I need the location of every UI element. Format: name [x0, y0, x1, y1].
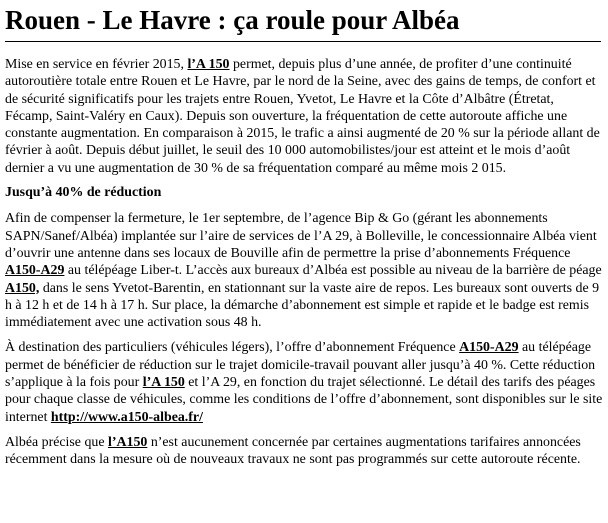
paragraph-intro-text-2: permet, depuis plus d’une année, de profiter d’une continuité autoroutière totale entre Rouen et Le Havre, par le nord de la Seine, avec des gains de temps, de confort et de sécurité significatifs pour les trajets entre Rouen, Yvetot, Le Havre et la Côte d’Albâtre (Étretat, Fécamp, Saint-Valéry en Caux). Depuis son ouverture, la fréquentation de cette autoroute affiche une constante augmentation. En comparaison à 2015, le trafic a ainsi augmenté de 20 % sur la période allant de février à août. Depuis début juillet, le seuil des 10 000 automobilistes/jour est atteint et le mois d’août dernier a vu une augmentation de 30 % de sa fréquentation comparé au même mois 2 015. [5, 57, 600, 176]
paragraph-agency [5, 210, 603, 331]
article [5, 0, 603, 469]
paragraph-intro-text-1: Mise en service en février 2015, [5, 57, 188, 72]
link-website[interactable]: http://www.a150-albea.fr/ [50, 409, 203, 425]
paragraph-offer-text-3: et l’A 29, en fonction du trajet sélectionné. Le détail des tarifs des péages pour chaque classe de véhicules, comme les conditions de l’offre d’abonnement, sont disponibles sur le site internet [5, 375, 603, 425]
paragraph-agency-text-2: au télépéage Liber-t. L’accès aux bureaux d’Albéa est possible au niveau de la barrière de péage [64, 263, 602, 279]
paragraph-agency-text-1: Afin de compenser la fermeture, le 1er septembre, de l’agence Bip & Go (gérant les abonnements SAPN/Sanef/Albéa) implantée sur l’aire de services de l’A 29, à Bolleville, le concessionnaire Albéa vient d’ouvrir une antenne dans ses locaux de Bouville afin de permettre la prise d’abonnements Fréquence [5, 211, 597, 261]
paragraph-offer [5, 339, 603, 425]
paragraph-pricing-text-2: n’est aucunement concernée par certaines augmentations tarifaires annoncées récemment dans la mesure où de nouveaux travaux ne sont pas programmés sur cette autoroute récente. [5, 434, 581, 468]
paragraph-intro [5, 56, 603, 177]
link-a150-toll[interactable]: A150, [5, 280, 40, 296]
paragraph-pricing [5, 434, 603, 469]
link-a150-a29-subscription[interactable]: A150-A29 [5, 263, 65, 279]
link-a150-a29-offer[interactable]: A150-A29 [459, 340, 519, 356]
paragraph-offer-text-2: au télépéage permet de bénéficier de réduction sur le trajet domicile-travail pouvant aller jusqu’à 40 %. Cette réduction s’applique à la fois pour [5, 340, 596, 391]
link-a150-intro[interactable]: l’A 150 [187, 57, 230, 72]
article-title: Rouen - Le Havre : ça roule pour Albéa [5, 5, 460, 35]
paragraph-pricing-text-1: Albéa précise que [5, 434, 108, 450]
title-divider [5, 41, 601, 42]
paragraph-offer-text-1: À destination des particuliers (véhicules légers), l’offre d’abonnement Fréquence [5, 340, 460, 356]
section-heading: Jusqu’à 40% de réduction [5, 185, 162, 201]
link-a150-reduction[interactable]: l’A 150 [142, 375, 185, 391]
paragraph-agency-text-3: dans le sens Yvetot-Barentin, en stationnant sur la vaste aire de repos. Les bureaux sont ouverts de 9 h à 12 h et de 14 h à 17 h. Sur place, la démarche d’abonnement est simple et rapide et le badge est remis immédiatement avec une activation sous 48 h. [5, 280, 600, 331]
link-a150-pricing[interactable]: l’A150 [107, 434, 148, 450]
